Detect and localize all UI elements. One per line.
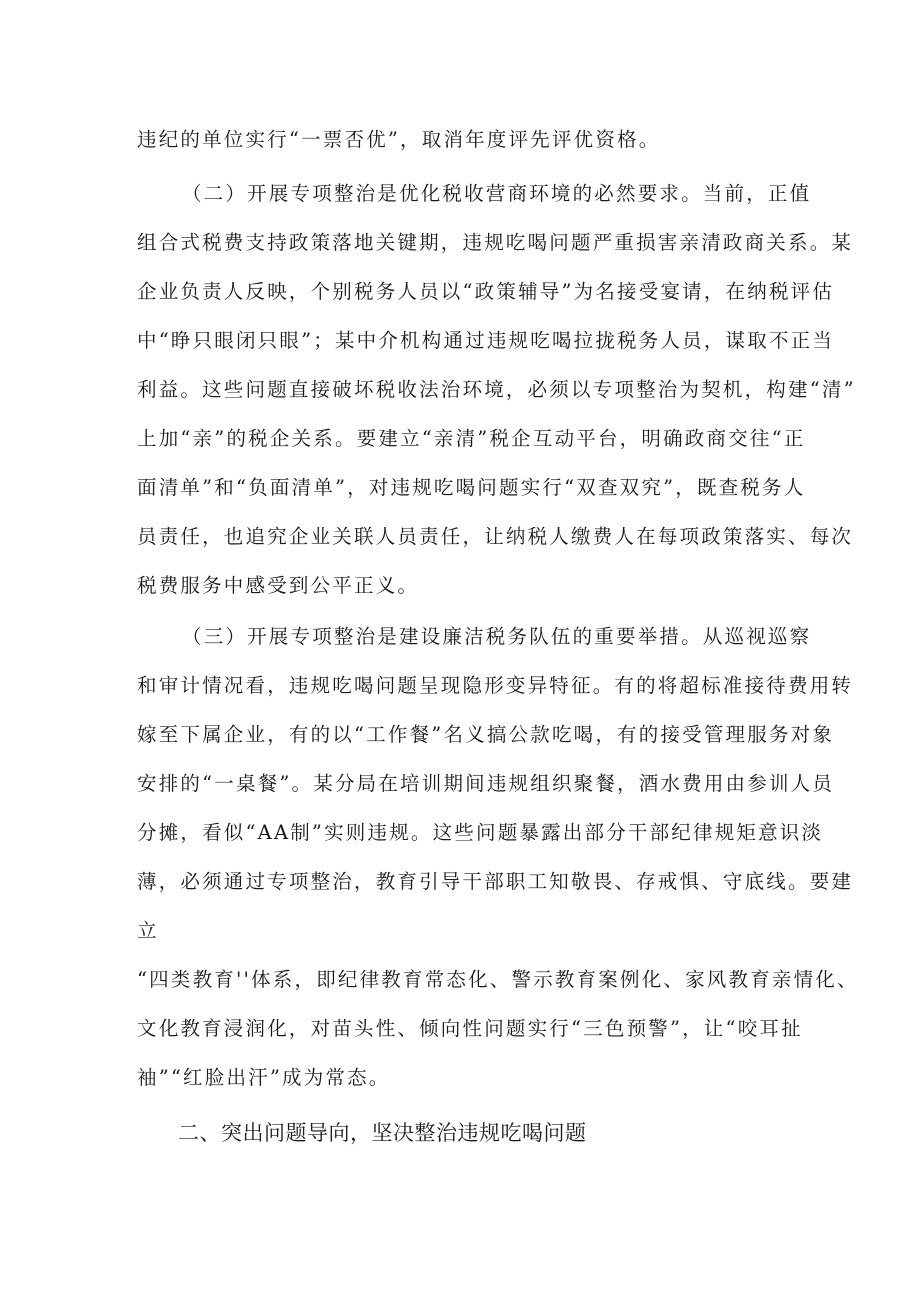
paragraph-3-line-1: （三）开展专项整治是建设廉洁税务队伍的重要举措。从巡视巡察 bbox=[182, 625, 812, 648]
paragraph-line-1: 违纪的单位实行“一票否优”，取消年度评先评优资格。 bbox=[137, 128, 661, 151]
paragraph-3-line-5: 分摊，看似“AA制”实则违规。这些问题暴露出部分干部纪律规矩意识淡 bbox=[137, 821, 824, 844]
paragraph-3-line-9: 文化教育浸润化，对苗头性、倾向性问题实行“三色预警”，让“咬耳扯 bbox=[137, 1017, 803, 1040]
paragraph-3-line-4: 安排的“一桌餐”。某分局在培训期间违规组织聚餐，酒水费用由参训人员 bbox=[137, 772, 835, 795]
paragraph-3-line-3: 嫁至下属企业，有的以“工作餐”名义搞公款吃喝，有的接受管理服务对象 bbox=[137, 723, 835, 746]
paragraph-3-line-7: 立 bbox=[137, 919, 159, 942]
paragraph-2-line-2: 组合式税费支持政策落地关键期，违规吃喝问题严重损害亲清政商关系。某 bbox=[137, 231, 854, 254]
section-heading: 二、突出问题导向，坚决整治违规吃喝问题 bbox=[178, 1121, 587, 1145]
paragraph-2-line-3: 企业负责人反映，个别税务人员以“政策辅导”为名接受宴请，在纳税评估 bbox=[137, 280, 835, 303]
paragraph-2-line-5: 利益。这些问题直接破坏税收法治环境，必须以专项整治为契机，构建“清” bbox=[137, 378, 856, 401]
paragraph-3-line-6: 薄，必须通过专项整治，教育引导干部职工知敬畏、存戒惧、守底线。要建 bbox=[137, 870, 854, 893]
paragraph-2-line-7: 面清单”和“负面清单”，对违规吃喝问题实行“双查双究”，既查税务人 bbox=[137, 476, 806, 499]
paragraph-3-line-2: 和审计情况看，违规吃喝问题呈现隐形变异特征。有的将超标准接待费用转 bbox=[137, 674, 854, 697]
paragraph-2-line-1: （二）开展专项整治是优化税收营商环境的必然要求。当前，正值 bbox=[182, 182, 812, 205]
paragraph-2-line-9: 税费服务中感受到公平正义。 bbox=[137, 574, 420, 597]
paragraph-2-line-4: 中“睁只眼闭只眼”；某中介机构通过违规吃喝拉拢税务人员，谋取不正当 bbox=[137, 329, 835, 352]
paragraph-2-line-6: 上加“亲”的税企关系。要建立“亲清”税企互动平台，明确政商交往“正 bbox=[137, 427, 806, 450]
paragraph-3-line-10: 袖”“红脸出汗”成为常态。 bbox=[137, 1066, 391, 1089]
paragraph-3-line-8: “四类教育''体系，即纪律教育常态化、警示教育案例化、家风教育亲情化、 bbox=[137, 968, 859, 991]
paragraph-2-line-8: 员责任，也追究企业关联人员责任，让纳税人缴费人在每项政策落实、每次 bbox=[137, 525, 854, 548]
